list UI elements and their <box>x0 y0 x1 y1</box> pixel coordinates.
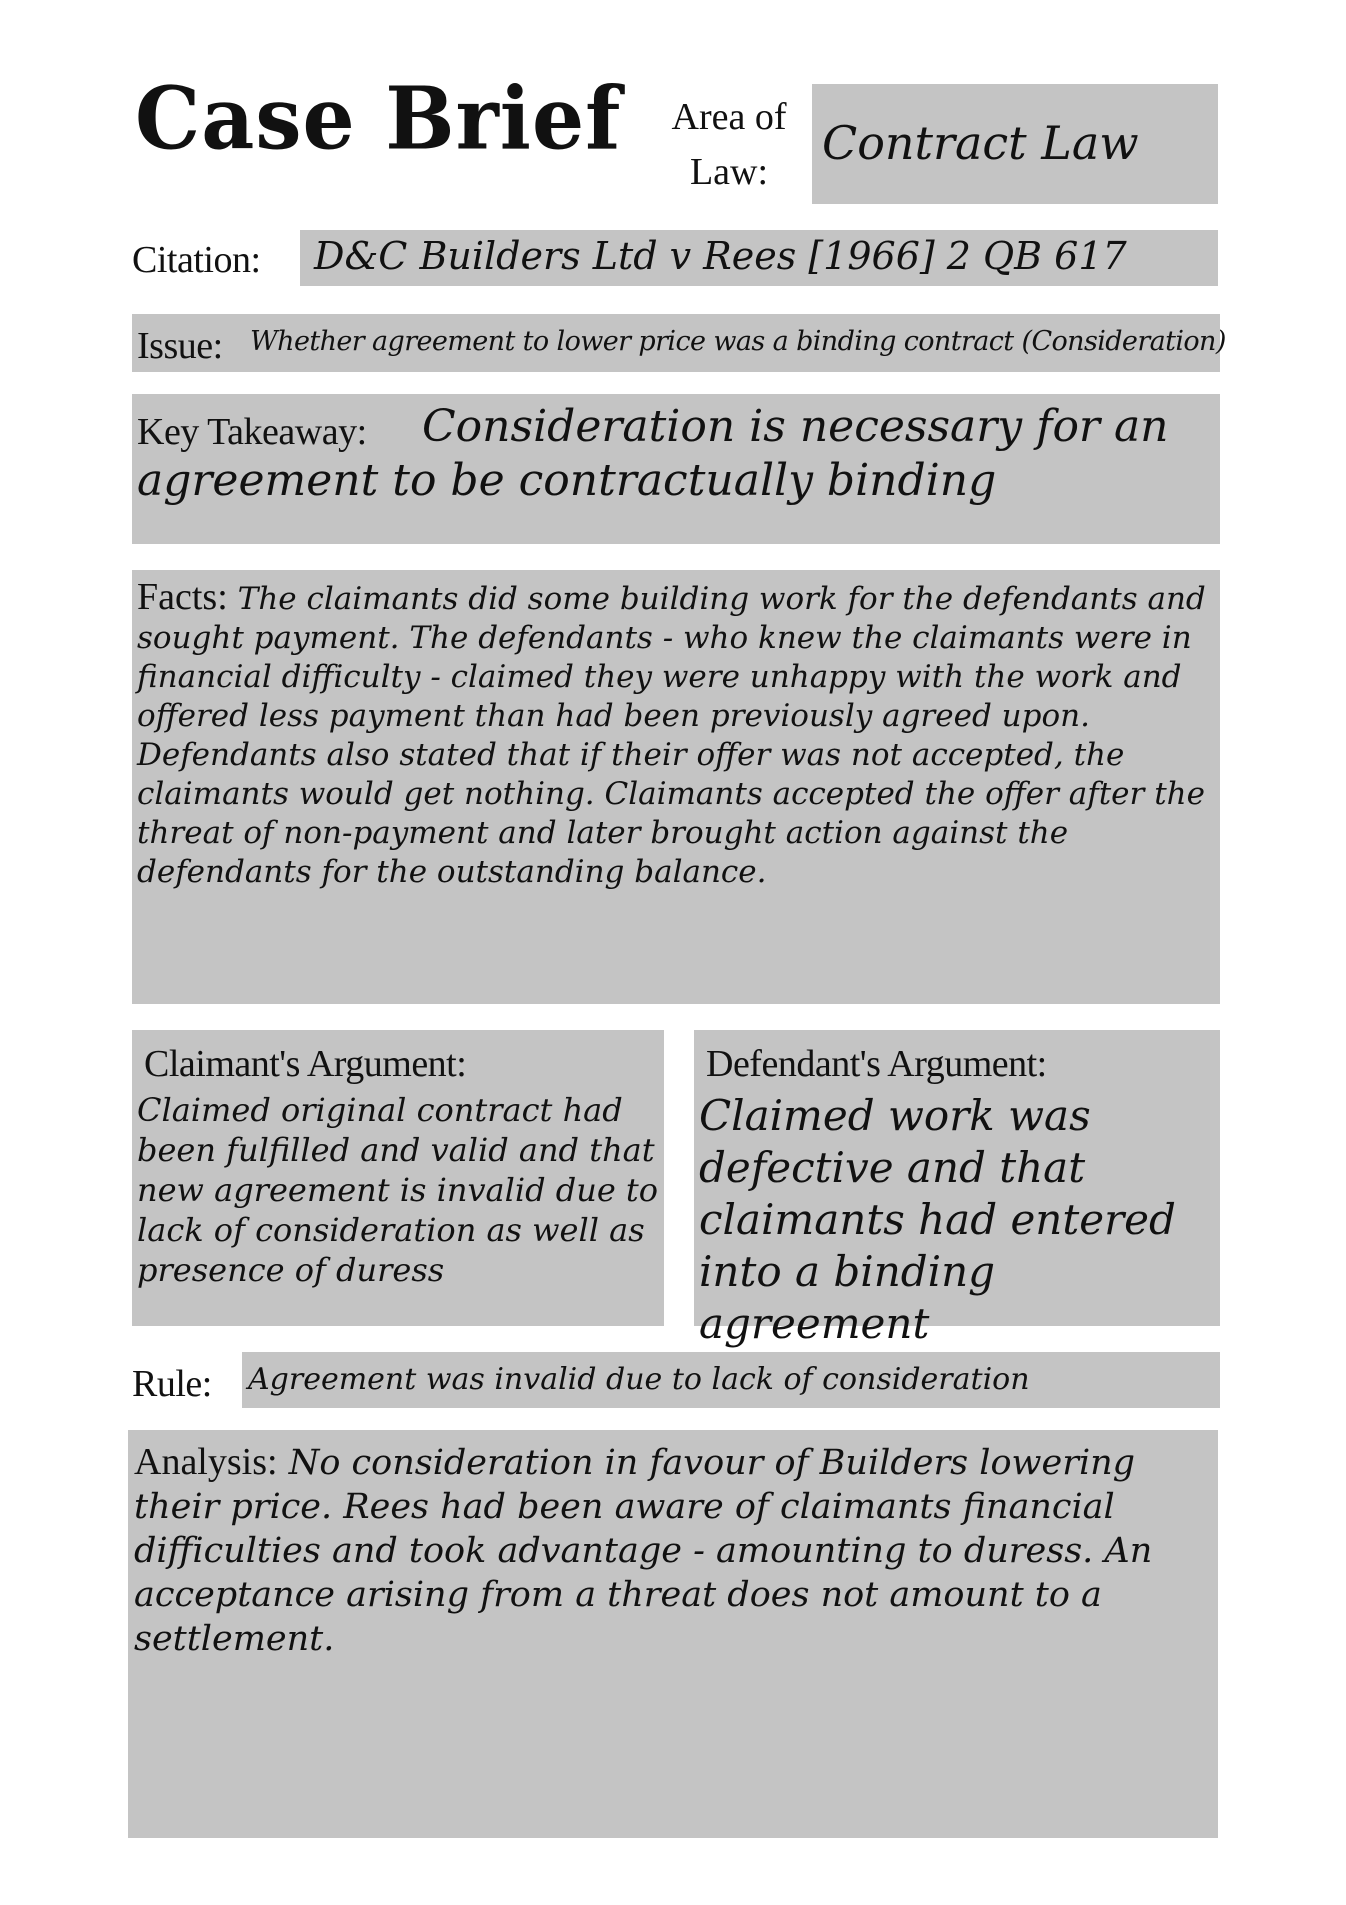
analysis-label: Analysis: <box>134 1441 278 1483</box>
defendants-argument-field[interactable] <box>694 1030 1220 1348</box>
defendants-argument-value: Claimed work was defective and that claimants had entered into a binding agreement <box>699 1091 1176 1348</box>
rule-value: Agreement was invalid due to lack of consideration <box>248 1362 1030 1397</box>
page-title: Case Brief <box>135 68 622 170</box>
key-takeaway-label: Key Takeaway: <box>137 411 367 453</box>
facts-value: The claimants did some building work for the defendants and sought payment. The defendants - who knew the claimants were in financial difficulty - claimed they were unhappy with the work and offered less payment than had been previously agreed upon. Defendants also stated that if their offer was not accepted, the claimants would get nothing. Claimants accepted the offer after the threat of non-payment and later brought action against the defendants for the outstanding balance. <box>137 581 1206 890</box>
facts-field[interactable] <box>132 570 1220 1004</box>
rule-field[interactable] <box>242 1352 1220 1408</box>
citation-field[interactable] <box>300 230 1218 286</box>
key-takeaway-value: Consideration is necessary for an agreement to be contractually binding <box>137 401 1169 506</box>
citation-label: Citation: <box>132 239 261 281</box>
citation-value: D&C Builders Ltd v Rees [1966] 2 QB 617 <box>314 234 1127 278</box>
issue-value: Whether agreement to lower price was a binding contract (Consideration) <box>250 326 1226 357</box>
area-of-law-field[interactable] <box>812 84 1218 204</box>
area-of-law-value: Contract Law <box>822 116 1139 170</box>
claimants-argument-field[interactable] <box>132 1030 664 1326</box>
defendants-argument-label: Defendant's Argument: <box>706 1043 1047 1085</box>
issue-field[interactable] <box>132 314 1226 372</box>
rule-label: Rule: <box>132 1363 212 1405</box>
analysis-value: No consideration in favour of Builders lowering their price. Rees had been aware of claimants financial difficulties and took advantage - amounting to duress. An acceptance arising from a threat does not amount to a settlement. <box>134 1443 1153 1659</box>
area-of-law-label: Area of Law: <box>671 96 787 194</box>
key-takeaway-field[interactable] <box>132 394 1220 544</box>
issue-label: Issue: <box>137 325 223 367</box>
claimants-argument-label: Claimant's Argument: <box>144 1043 467 1085</box>
claimants-argument-value: Claimed original contract had been fulfilled and valid and that new agreement is invalid due to lack of consideration as well as presence of duress <box>137 1091 659 1289</box>
facts-label: Facts: <box>137 576 228 618</box>
analysis-field[interactable] <box>128 1430 1218 1838</box>
